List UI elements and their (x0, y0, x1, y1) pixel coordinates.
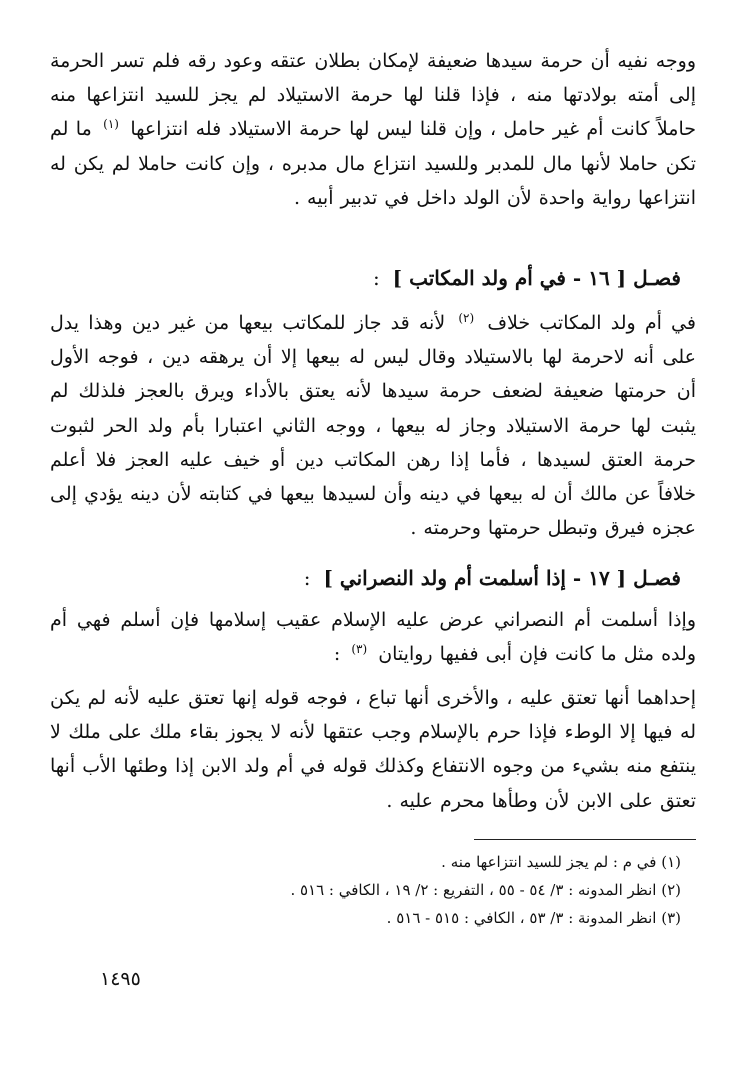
footnote-ref-1: (١) (103, 117, 119, 132)
section-heading-16-colon: : (372, 266, 380, 290)
paragraph-1 (50, 44, 696, 215)
footnote-2: (٢) انظر المدونه : ٣/ ٥٤ - ٥٥ ، التفريع : ٢/ ١٩ ، الكافي : ٥١٦ . (290, 881, 681, 899)
paragraph-2-continuation: لأنه قد جاز للمكاتب بيعها من غير دين وهذا يدل على أنه لاحرمة لها بالاستيلاد وقال ليس له بيعها إلا أن يرهقه دين ، فوجه الأول أن حرمتها ضعيفة لضعف حرمة سيدها لأنه يعتق بالأداء ويرق بالعجز فلذلك لم يثبت لها حرمة الاستيلاد وجاز له بيعها ، ووجه الثاني اعتبارا بأم ولد الحر لثبوت حرمة العتق لسيدها ، فأما إذا رهن المكاتب دين أو خيف عليه العجز فلا أعلم خلافاً عن مالك أن له بيعها في دينه وأن لسيدها بيعها في كتابته لأن دينه يؤدي إلى عجزه فيرق وتبطل حرمتها وحرمته . (50, 312, 696, 540)
footnote-separator (474, 839, 696, 840)
paragraph-3-end: : (333, 643, 341, 666)
section-heading-17-label: فصـل [ ١٧ - إذا أسلمت أم ولد النصراني ] (323, 566, 681, 590)
paragraph-1-continuation: ما لم تكن حاملا لأنها مال للمدبر وللسيد انتزاع مال مدبره ، وإن كانت حاملا لم يكن له انتزاعها رواية واحدة لأن الولد داخل في تدبير أبيه . (50, 118, 696, 209)
footnote-ref-2: (٢) (458, 310, 475, 325)
paragraph-3-start: وإذا أسلمت أم النصراني عرض عليه الإسلام عقيب إسلامها فإن أسلم فهي أم ولده مثل ما كانت فإن أبى ففيها روايتان (50, 609, 696, 666)
paragraph-4 (50, 681, 696, 818)
footnote-3: (٣) انظر المدونة : ٣/ ٥٣ ، الكافي : ٥١٥ - ٥١٦ . (386, 909, 681, 927)
section-heading-16-label: فصـل [ ١٦ - في أم ولد المكاتب ] (392, 266, 681, 290)
paragraph-1-text: ووجه نفيه أن حرمة سيدها ضعيفة لإمكان بطلان عتقه وعود رقه فلم تسر الحرمة إلى أمته بولادتها منه ، فإذا قلنا لها حرمة الاستيلاد لم يجز للسيد انتزاعها منه حاملاً كانت أم غير حامل ، وإن قلنا ليس لها حرمة الاستيلاد فله انتزاعها (50, 50, 696, 141)
footnote-ref-3: (٣) (351, 641, 368, 656)
section-heading-16 (50, 262, 681, 294)
paragraph-2-start: في أم ولد المكاتب خلاف (487, 312, 696, 334)
paragraph-2 (50, 306, 696, 545)
footnote-1: (١) في م : لم يجز للسيد انتزاعها منه . (441, 853, 681, 871)
paragraph-3 (50, 603, 696, 671)
section-heading-17-colon: : (303, 566, 311, 590)
paragraph-4-text: إحداهما أنها تعتق عليه ، والأخرى أنها تباع ، فوجه قوله إنها تعتق عليه لأنه لم يكن له فيها إلا الوطء فإذا حرم بالإسلام وجب عتقها لأنه لا يجوز بقاء ملك على ملك لا ينتفع منه بشيء من وجوه الانتفاع وكذلك قوله في أم ولد الابن إذا وطئها الأب أنها تعتق على الابن لأن وطأها محرم عليه . (50, 687, 696, 812)
section-heading-17 (50, 562, 681, 594)
page-number: ١٤٩٥ (100, 968, 141, 990)
